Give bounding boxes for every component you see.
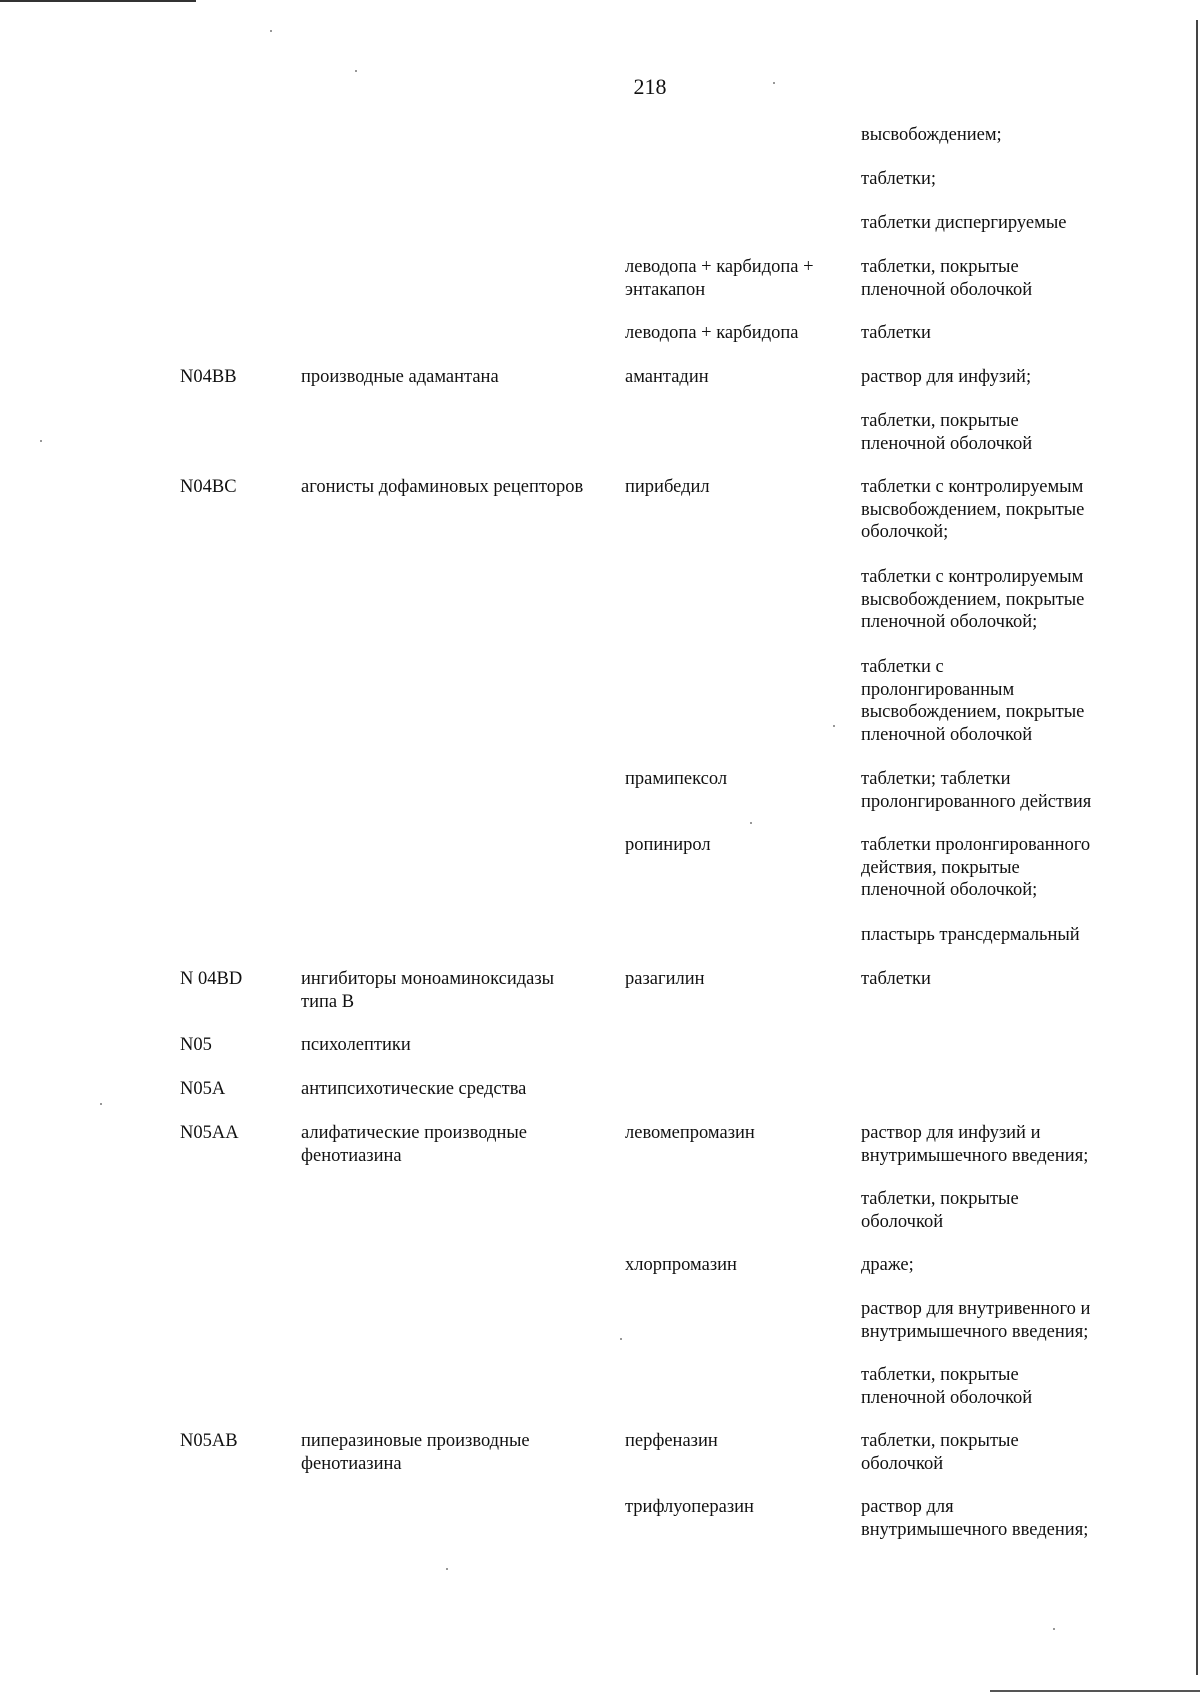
scan-edge-bottom xyxy=(990,1690,1200,1692)
scan-speck xyxy=(1053,1628,1055,1630)
drug-name-cell: леводопа + карбидопа xyxy=(625,323,799,343)
atc-code-cell: N04BC xyxy=(180,477,237,497)
dosage-form-cell: таблетки с контролируемым высвобождением, покрытые оболочкой; xyxy=(861,477,1085,542)
dosage-form-cell: высвобождением; xyxy=(861,125,1002,145)
drug-name-cell: прамипексол xyxy=(625,769,728,789)
dosage-form-cell: раствор для внутривенного и внутримышечного введения; xyxy=(861,1299,1091,1342)
scan-speck xyxy=(355,70,357,72)
drug-name-cell: амантадин xyxy=(625,367,709,387)
drug-group-cell: пиперазиновые производные фенотиазина xyxy=(301,1431,530,1474)
drug-name-cell: перфеназин xyxy=(625,1431,718,1451)
dosage-form-cell: таблетки xyxy=(861,323,931,343)
atc-code-cell: N04BB xyxy=(180,367,237,387)
scan-speck xyxy=(446,1568,448,1570)
dosage-form-cell: таблетки, покрытые оболочкой xyxy=(861,1189,1019,1232)
atc-code-cell: N05A xyxy=(180,1079,226,1099)
dosage-form-cell: таблетки xyxy=(861,969,931,989)
dosage-form-cell: пластырь трансдермальный xyxy=(861,925,1080,945)
drug-name-cell: разагилин xyxy=(625,969,705,989)
dosage-form-cell: раствор для инфузий; xyxy=(861,367,1032,387)
drug-group-cell: психолептики xyxy=(301,1035,411,1055)
page-number: 218 xyxy=(633,74,667,99)
dosage-form-cell: таблетки, покрытые оболочкой xyxy=(861,1431,1019,1474)
scan-edge-right xyxy=(1196,20,1198,1675)
drug-group-cell: антипсихотические средства xyxy=(301,1079,527,1099)
drug-name-cell: трифлуоперазин xyxy=(625,1497,754,1517)
atc-code-cell: N 04BD xyxy=(180,969,243,989)
dosage-form-cell: таблетки, покрытые пленочной оболочкой xyxy=(861,1365,1033,1408)
drug-name-cell: хлорпромазин xyxy=(625,1255,737,1275)
scan-speck xyxy=(620,1338,622,1340)
drug-group-cell: производные адамантана xyxy=(301,367,499,387)
scan-speck xyxy=(40,440,42,442)
atc-code-cell: N05AA xyxy=(180,1123,239,1143)
dosage-form-cell: таблетки диспергируемые xyxy=(861,213,1067,233)
dosage-form-cell: таблетки пролонгированного действия, покрытые пленочной оболочкой; xyxy=(861,835,1091,900)
dosage-form-cell: таблетки с контролируемым высвобождением, покрытые пленочной оболочкой; xyxy=(861,567,1085,632)
scan-speck xyxy=(833,725,835,727)
drug-name-cell: леводопа + карбидопа + энтакапон xyxy=(625,257,814,300)
drug-group-cell: агонисты дофаминовых рецепторов xyxy=(301,477,584,497)
dosage-form-cell: драже; xyxy=(861,1255,914,1275)
dosage-form-cell: таблетки, покрытые пленочной оболочкой xyxy=(861,411,1033,454)
dosage-form-cell: раствор для инфузий и внутримышечного введения; xyxy=(861,1123,1089,1166)
dosage-form-cell: таблетки с пролонгированным высвобождением, покрытые пленочной оболочкой xyxy=(861,657,1085,745)
atc-code-cell: N05AB xyxy=(180,1431,238,1451)
drug-name-cell: пирибедил xyxy=(625,477,710,497)
scan-speck xyxy=(270,30,272,32)
drug-group-cell: алифатические производные фенотиазина xyxy=(301,1123,528,1166)
dosage-form-cell: таблетки; xyxy=(861,169,937,189)
drug-name-cell: ропинирол xyxy=(625,835,711,855)
scan-speck xyxy=(100,1103,102,1105)
dosage-form-cell: таблетки, покрытые пленочной оболочкой xyxy=(861,257,1033,300)
dosage-form-cell: раствор для внутримышечного введения; xyxy=(861,1497,1089,1540)
drug-name-cell: левомепромазин xyxy=(625,1123,755,1143)
dosage-form-cell: таблетки; таблетки пролонгированного действия xyxy=(861,769,1092,812)
drug-group-cell: ингибиторы моноаминоксидазы типа В xyxy=(301,969,555,1012)
scan-edge-top xyxy=(0,0,196,2)
atc-code-cell: N05 xyxy=(180,1035,212,1055)
scan-speck xyxy=(750,822,752,824)
